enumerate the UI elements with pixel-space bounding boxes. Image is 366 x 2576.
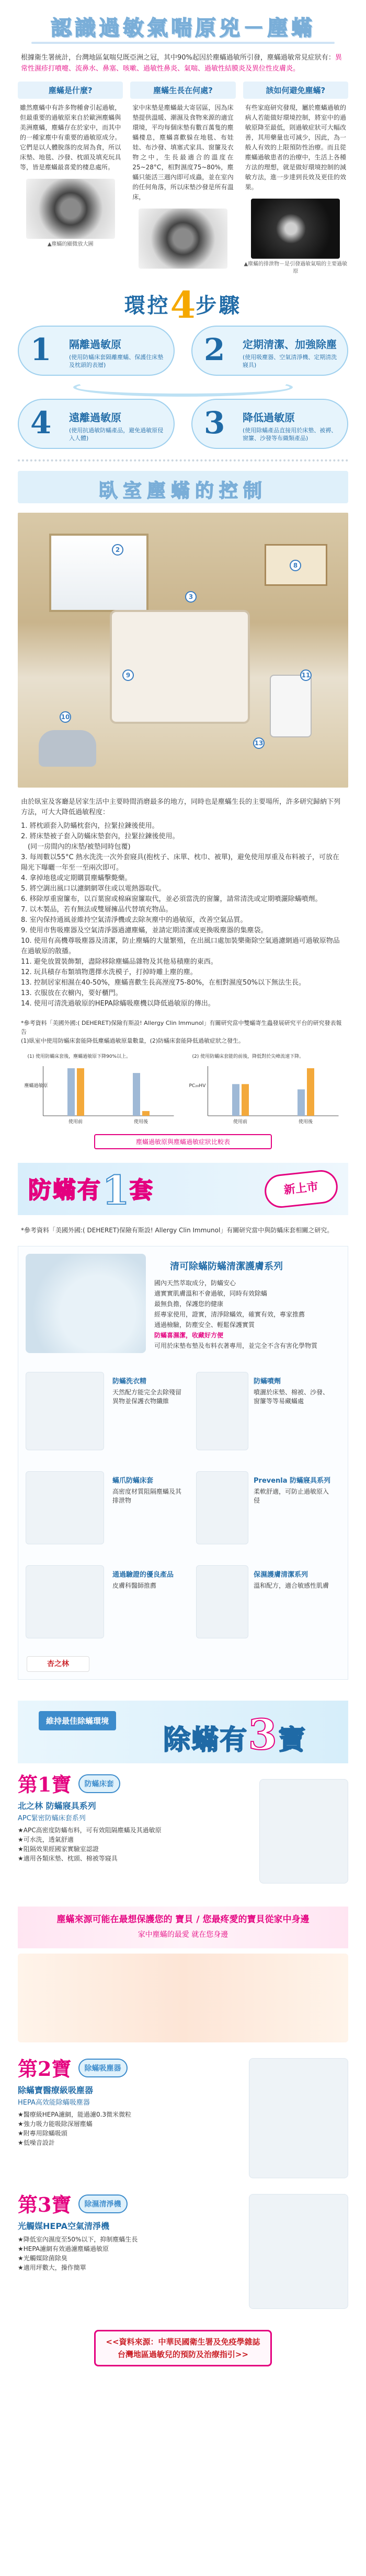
marker-point: 11 [300, 669, 312, 681]
treasure-list-item: ★強力吸力能吸除深層塵蟎 [18, 2120, 93, 2128]
air-cleaner-product-image [249, 2194, 348, 2309]
rule-item: 14. 使用可清洗過敏原的HEPA除蟎吸塵機以降低過敏原的傳出。 [21, 1000, 215, 1008]
treasure-sub: HEPA高效能除蟎吸塵器 [18, 2099, 90, 2107]
chart-bar [67, 1068, 75, 1116]
treasure-list [18, 2110, 237, 2147]
treasure-list-item: ★低噪音設計 [18, 2139, 55, 2146]
footer-line: <<資料來源：中華民國衛生署及免疫學雜誌 [106, 2337, 260, 2347]
chart-bar [133, 1073, 140, 1116]
steps-title-number: 4 [170, 283, 196, 327]
treasure-list [18, 1826, 237, 1863]
bedroom-title-banner [18, 471, 348, 503]
feature-line: 經專家使用，證實，清淨除蟎效，確實有效，專家推薦 [154, 1311, 305, 1318]
step-heading: 降低過敏原 [243, 411, 295, 424]
treasure-list-item: ★阻隔效果經國家實驗室認證 [18, 1845, 99, 1853]
treasure-rank: 第2寶 [18, 2057, 72, 2081]
feature-line: 適實實肌膚溫和不會過敏，同時有效除蟎 [154, 1290, 268, 1297]
chart-ylabel: PC₂₀HV [189, 1083, 206, 1089]
treasure-rank: 第3寶 [18, 2193, 72, 2216]
marker-point: 3 [185, 591, 197, 603]
mites-banner [18, 1907, 348, 1948]
step-heading: 定期清潔、加強除塵 [243, 338, 337, 351]
treasure-list [18, 2235, 237, 2272]
product-text: 皮膚科醫師推薦 [112, 1582, 157, 1589]
intro-paragraph [0, 52, 366, 74]
rule-item: 13. 控制居家相濕在40-50%，塵蟎喜歡生長高溼度75-80%，在相對濕度50%以下無法生長。 [21, 979, 305, 987]
study-note-line: *參考資料「美國外國:( DEHERET)保險有斯設! Allergy Clin Immunol」有關研究當中雙蟎寄生蟲發展研究平台的研究發表報告 [21, 1020, 342, 1035]
step-number: 1 [30, 332, 52, 367]
chart-tick-label: 使用前 [68, 1119, 83, 1125]
hero [0, 0, 366, 52]
column-caption: ▲塵蟎的顯微放大圖 [47, 241, 94, 247]
product-image [26, 1372, 104, 1450]
product-set-features [154, 1278, 332, 1351]
product-card [254, 1377, 332, 1406]
product-card [112, 1476, 186, 1505]
treasure-heading: 光觸媒HEPA空氣清淨機 [18, 2221, 109, 2231]
rule-item: 11. 避免放置裝飾類，盡除移除塵蟎品雜物及其他易積塵的東西。 [21, 958, 218, 966]
step-sub: (使用除蟎產品直接用於床墊、被褥、窗簾、沙發等布織類產品) [243, 427, 337, 442]
product-heading: Prevenla 防蟎寢具系列 [254, 1477, 331, 1485]
rule-item: 8. 室內保持通風並維持空氣清淨機或去除灰塵中的過敏原，改善空氣品質。 [21, 916, 247, 924]
oneset-title-b: 套 [129, 1177, 154, 1204]
product-text: 噴灑於床墊、棉被、沙發、窗簾等等易藏蟎處 [254, 1389, 329, 1405]
mite-feces-image [251, 199, 340, 259]
chart-title: (1) 使用防蟎床套後，塵蟎過敏原下降90%以上。 [27, 1054, 131, 1059]
chart-ylabel: 塵蟎過敏原 [24, 1083, 48, 1089]
chart-2 [186, 1050, 345, 1129]
three-title [163, 1710, 306, 1759]
bedroom-photo [18, 513, 348, 788]
product-card [254, 1476, 332, 1505]
treasure-badge: 除濕清淨機 [78, 2194, 128, 2213]
treasure-list-item: ★降低室內濕度至50%以下，抑制塵蟎生長 [18, 2236, 138, 2243]
bedding-product-image [259, 1779, 348, 1884]
treasure-1 [18, 1769, 348, 1899]
footer-line: 台灣地區過敏兒的預防及治療指引>> [117, 2350, 249, 2359]
chart-2-svg [186, 1050, 345, 1129]
chart-1-svg [21, 1050, 180, 1129]
treasure-list-item: ★光觸媒除菌除臭 [18, 2255, 67, 2262]
treasure-list-item: ★HEPA濾網有效過濾塵蟎過敏原 [18, 2245, 109, 2252]
rule-item: 3. 每周數以55°C 熱水洗洗一次外套寢具(抱枕子、床單、枕巾、被單)，避免使用厚重及布料被子，可放在陽光下曝曬一年至一至兩次即可。 [21, 853, 339, 872]
chart-title: (2) 使用防蟎床套能的前後，降低對於尖峰流速下降。 [192, 1054, 304, 1059]
bedroom-title: 臥室塵蟎的控制 [98, 480, 267, 502]
column-heading: 該如何避免塵蟎? [243, 82, 348, 99]
treasure-badge: 除蟎吸塵器 [78, 2059, 128, 2077]
column-heading: 塵蟎是什麼? [18, 82, 123, 99]
chart-bar [232, 1084, 239, 1116]
source-footer [94, 2330, 272, 2366]
step-number: 4 [30, 405, 52, 441]
step-heading: 隔離過敏原 [69, 338, 121, 351]
product-card [112, 1570, 186, 1590]
mite-image [139, 209, 227, 269]
feature-line: 最無負擔，保護您的健康 [154, 1300, 224, 1308]
marker-point: 9 [122, 669, 134, 681]
product-text: 天然配方能完全去除殘留異物並保護衣物纖維 [112, 1389, 182, 1405]
chart-legend-label: 塵蟎過敏原與塵蟎過敏症狀比較表 [94, 1134, 272, 1149]
treasure-heading: 除蟎寶醫療級吸塵器 [18, 2085, 94, 2095]
step-2 [191, 326, 348, 376]
rule-item: 9. 使用市售吸塵器及空氣清淨器過濾塵蟎，並請定期清潔或更換吸塵器的集塵袋。 [21, 927, 268, 934]
product-image [196, 1372, 248, 1450]
step-1 [18, 326, 175, 376]
column-avoid [243, 82, 348, 275]
treasure-list-item: ★適用坪數大，操作簡單 [18, 2264, 86, 2271]
product-set-heading: 清可除蟎防蟎清潔護膚系列 [170, 1261, 283, 1272]
feature-highlight: 防蟎喜濕潔，收藏好方便 [154, 1332, 224, 1339]
oneset-title-number: 1 [102, 1167, 130, 1214]
column-caption: ▲塵蟎的排泄物－是引發過敏氣喘的主要過敏原 [244, 261, 348, 274]
treasure-list-item: ★附專用除蟎吸頭 [18, 2130, 67, 2137]
marker-point: 10 [60, 711, 71, 723]
window-image [49, 534, 148, 612]
product-image [196, 1565, 248, 1638]
step-sub: (使用防蟎床套隔離塵蟎、保護住床墊及枕頭的表層) [69, 354, 164, 368]
study-note-line: (1)臥室中使用防蟎床套能降低塵蟎過敏原量數量，(2)防蟎床套能降低過敏症狀之發生。 [21, 1037, 245, 1044]
dotted-divider [18, 459, 348, 461]
bed-image [112, 612, 248, 722]
oneset-reference: *參考資料「美國外國:( DEHERET)保險有斯設! Allergy Clin Immunol」有關研究當中與防蟎床套相關之研究。 [21, 1227, 334, 1234]
hero-title: 認識過敏氣喘原兇－塵蟎 [51, 16, 315, 40]
product-text: 柔軟舒適，可防止過敏原入侵 [254, 1488, 329, 1504]
study-note [0, 1009, 366, 1045]
baby-photo [18, 1954, 348, 2042]
product-image [196, 1471, 248, 1544]
rule-item: 12. 玩具積存布類填物選擇水洗模子，打掉時雕上塵的塵。 [21, 968, 197, 976]
column-text: 家中床墊是塵蟎最大寄居區，因為床墊提供溫暖、潮濕及食物來源的適宜環境，平均每個床墊有數百萬隻的塵蟎棲息，塵蟎喜歡躲在地毯、布娃娃、布沙發、填塞式家具、窗簾及衣物之中，生長最適合的溫度在25~28°C，相對濕度75~80%，塵蟎只能活三週內即可成蟲，並在室內的任何角落，所以床墊沙發是所有溫床， [132, 104, 234, 201]
brand-logo: 杏之林 [27, 1656, 89, 1672]
rule-item: 2. 將床墊被子套入防蟎床墊套內，拉緊拉鍊後使用。 [21, 833, 179, 840]
three-title-number: 3 [248, 1710, 278, 1759]
treasure-sub: APC緊密防蟎床套系列 [18, 1815, 86, 1822]
product-heading: 防蟎洗衣精 [112, 1378, 147, 1385]
rule-item: 4. 拿掉地毯或定期購買塵蟎擊斃藥。 [21, 874, 132, 882]
steps-title-a: 環控 [124, 294, 170, 318]
new-launch-stamp: 新上市 [263, 1169, 339, 1209]
column-text: 有些家庭研究發現，屬於塵蟎過敏的病人若能做好環境控制，將室中的過敏原降至最低，則過敏症狀可大幅改善，其用藥量也可減少，因此，為一般人有效的上限預防性治療。而且從塵蟎過敏患者的治療中，生活上各種方法的理想，就是做好環境控制的減敏方法，進一步達到長效及更佳的效果。 [245, 104, 346, 191]
feature-line: 國內天然萃取成分，防蟎安心 [154, 1279, 236, 1287]
steps-diagram [0, 326, 366, 456]
treasure-2 [18, 2053, 348, 2184]
product-heading: 防蟎噴劑 [254, 1378, 281, 1385]
feature-line: 通過檢驗，防塵安全、輕鬆保護實質 [154, 1321, 255, 1329]
rule-item: 10. 使用有高機尊吸塵器及清潔，防止塵蟎的大量繁殖，在出風口處加裝樂衛除空氣過濾網過可過敏原物品在過敏原的散播。 [21, 937, 340, 955]
step-3 [191, 399, 348, 449]
product-image [26, 1471, 104, 1544]
intro-text: 根據衛生署統計，台灣地區氣喘兒既亞洲之冠，其中90%起因於塵蟎過敏所引發，塵蟎過敏常見症狀有： [21, 54, 335, 62]
intro-highlight: 異常性濕疹打噴嚏、流鼻水、鼻塞、咳嗽、過敏性鼻炎、氣喘、過敏性結膜炎及異位性皮膚炎。 [21, 54, 342, 73]
marker-point: 8 [290, 560, 301, 571]
treasure-badge: 防蟎床套 [78, 1774, 120, 1793]
three-title-banner [18, 1701, 348, 1763]
product-image [26, 1565, 104, 1638]
three-title-b: 寶 [278, 1725, 306, 1756]
oneset-title-a: 防蟎有 [28, 1177, 102, 1204]
oneset-title-banner [18, 1163, 348, 1215]
bedroom-rules-list [0, 818, 366, 1009]
rule-item: 7. 以木製品，若有無法或雙層擁品代替填充物品。 [21, 906, 173, 914]
three-title-a: 除蟎有 [163, 1725, 248, 1756]
treasure-list-item: ★醫療級HEPA濾網，能過濾0.3微米微粒 [18, 2111, 132, 2118]
product-text: 高密度材質阻隔塵蟎及其排泄物 [112, 1488, 182, 1504]
treasure-3 [18, 2189, 348, 2319]
treasure-heading: 北之林 防蟎寢具系列 [18, 1801, 96, 1811]
product-heading: 通過驗證的優良產品 [112, 1571, 174, 1579]
step-sub: (使用吸塵器、空氣清淨機、定期清洗寢具) [243, 354, 337, 368]
marker-point: 13 [253, 737, 265, 749]
swirl-arrow-icon [73, 378, 293, 397]
feature-line: 可用於床墊布墊及布料衣著專用，並完全不含有害化學物質 [154, 1342, 318, 1349]
vacuum-image [39, 730, 96, 767]
chart-bar [77, 1068, 84, 1116]
rule-item: 6. 移除厚重窗簾布，以百葉窗或棉麻窗簾取代，並必須當洗的窗簾，請常清洗或定期噴灑除蟎噴劑。 [21, 895, 322, 903]
product-text: 溫和配方，適合敏感性肌膚 [254, 1582, 329, 1589]
rule-item: 13. 衣服放在衣櫥內，要好櫃門。 [21, 989, 122, 997]
product-set-image [26, 1254, 146, 1353]
hero-divider [31, 42, 335, 44]
chart-bar [307, 1068, 314, 1116]
step-4 [18, 399, 175, 449]
vacuum-product-image [249, 2058, 348, 2178]
treasure-list-item: ★可水洗，透氣舒適 [18, 1836, 74, 1843]
product-set-box [18, 1246, 348, 1680]
dehumidifier-image [270, 675, 312, 737]
step-sub: (使用抗過敏防蟎產品，避免過敏原侵入人體) [69, 427, 164, 442]
rule-item: 1. 將枕頭套入防蟎枕套內，拉緊拉鍊後使用。 [21, 822, 159, 830]
mites-banner-line: 塵蟎來源可能在最想保護您的 寶貝 / 您最疼愛的寶貝從家中身邊 [56, 1914, 310, 1925]
three-label: 維持最佳除蟎環境 [39, 1711, 116, 1730]
product-card [112, 1377, 186, 1406]
step-number: 3 [204, 405, 225, 441]
step-number: 2 [204, 332, 225, 367]
charts-row [0, 1045, 366, 1129]
column-text: 雖然塵蟎中有許多物種會引起過敏，但最重要的過敏原來自於歐洲塵蟎與美洲塵蟎，塵蟎存在於家中，而其中的一種家塵中有重要的過敏原成分。它們是以人體脫落的皮屑為食，所以床墊、地毯、沙發、枕頭及填充玩具等，皆是塵蟎最喜愛的棲息處所。 [20, 104, 121, 171]
product-card [254, 1570, 332, 1590]
chart-tick-label: 使用後 [299, 1119, 313, 1125]
product-heading: 蟎爪防蟎床套 [112, 1477, 154, 1485]
chart-bar [142, 1111, 150, 1116]
treasure-list-item: ★適用各類床墊、枕頭、棉被等寢具 [18, 1855, 118, 1862]
column-what [18, 82, 123, 275]
treasure-list-item: ★APC高密度防蟎布料，可有效阻隔塵蟎及其過敏原 [18, 1827, 162, 1834]
column-where [130, 82, 235, 275]
rule-item: 5. 將空調出風口以濾網網罩住或以電熱器取代。 [21, 885, 166, 893]
mites-banner-line: 家中塵蟎的最愛 就在您身邊 [138, 1931, 228, 1939]
product-heading: 保濕護膚清潔系列 [254, 1571, 308, 1579]
bedroom-intro: 由於臥室及客廳是居家生活中主要時間消磨最多的地方，同時也是塵蟎生長的主要場所，許多研究歸納下列方法，可大大降低過敏程度： [21, 798, 341, 816]
treasure-rank: 第1寶 [18, 1773, 72, 1796]
mite-microscope-image [26, 179, 115, 239]
rule-item: (同一房間內的床墊/被墊同時包覆) [21, 843, 131, 851]
step-heading: 遠離過敏原 [69, 411, 121, 424]
marker-point: 2 [112, 544, 123, 556]
chart-1 [21, 1050, 180, 1129]
steps-title-b: 步驟 [196, 294, 242, 318]
chart-tick-label: 使用後 [134, 1119, 148, 1125]
steps-title [0, 275, 366, 326]
chart-bar [298, 1089, 305, 1116]
info-columns [0, 74, 366, 275]
column-heading: 塵蟎生長在何處? [130, 82, 235, 99]
chart-tick-label: 使用前 [233, 1119, 248, 1125]
chart-bar [242, 1084, 249, 1116]
